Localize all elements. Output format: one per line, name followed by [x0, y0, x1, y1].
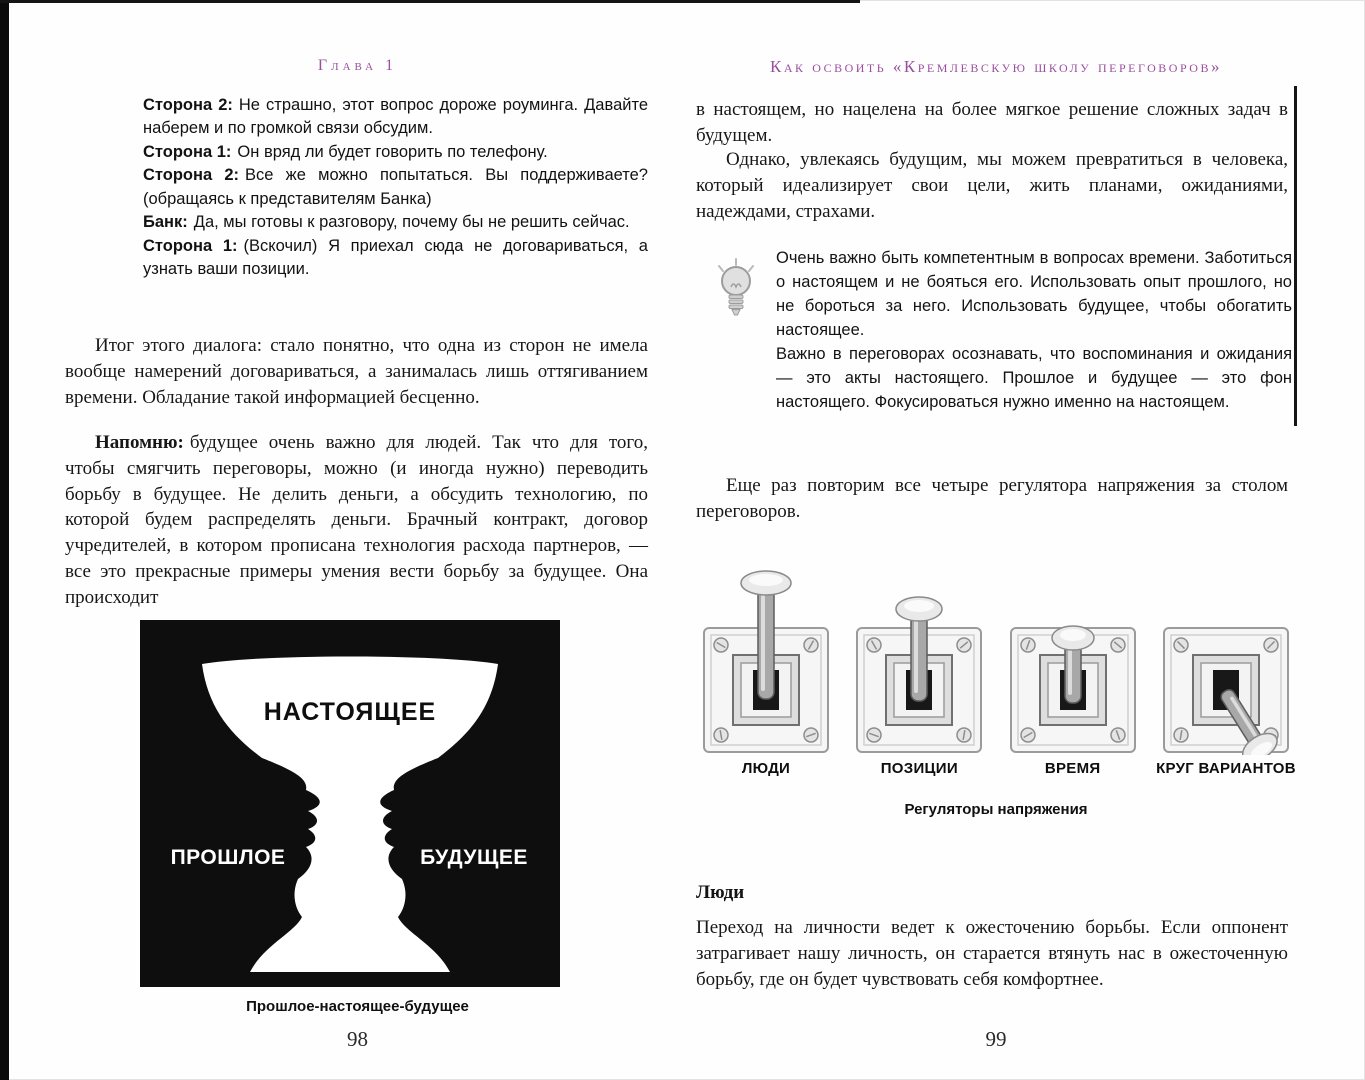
switch-label: ПОЗИЦИИ [880, 760, 958, 777]
vase-figure [140, 620, 560, 987]
body-paragraph: Однако, увлекаясь будущим, мы можем превратиться в человека, который идеализирует свои цели, жить планами, ожиданиями, надеждами, страхами. [696, 149, 1288, 222]
switch-positions [849, 565, 989, 779]
dialog-line [143, 164, 648, 211]
figure-label-past: ПРОШЛОЕ [170, 846, 286, 869]
tip-text [776, 247, 1292, 414]
switch-time [1003, 565, 1143, 779]
switch-options-illustration [1156, 565, 1296, 755]
switch-options [1156, 565, 1296, 779]
dialog-block [143, 94, 648, 281]
dialog-text: (Вскочил) Я приехал сюда не договариваться, а узнать ваши позиции. [143, 236, 648, 278]
dialog-line [143, 94, 648, 141]
dialog-text: Не страшно, этот вопрос дороже роуминга. Давайте наберем и по громкой связи обсудим. [143, 96, 649, 138]
switch-time-illustration [1003, 565, 1143, 755]
running-head-left: Глава 1 [317, 57, 398, 74]
speaker-label: Сторона 2: [143, 96, 233, 114]
tip-box [696, 247, 1292, 414]
page-number-right: 99 [985, 1027, 1007, 1051]
switch-row [696, 565, 1296, 779]
body-paragraph: Итог этого диалога: стало понятно, что одна из сторон не имела вообще намерений договариваться, а занималась лишь оттягиванием времени. Обладание такой информацией бесценно. [65, 335, 648, 408]
lightbulb-icon [710, 257, 762, 326]
switch-people-illustration [696, 565, 836, 755]
speaker-label: Банк: [143, 213, 188, 232]
speaker-label: Сторона 1: [143, 236, 238, 255]
switches-figure [696, 565, 1296, 818]
figure-label-present: НАСТОЯЩЕЕ [263, 698, 437, 726]
switches-caption: Регуляторы напряжения [904, 800, 1088, 818]
speaker-label: Сторона 1: [143, 142, 232, 161]
switch-people [696, 565, 836, 779]
paragraph-lead: Напомню: [95, 432, 184, 453]
section-heading-people: Люди [696, 882, 745, 903]
page-number-left: 98 [347, 1027, 368, 1051]
switch-positions-illustration [849, 565, 989, 755]
page-left [65, 0, 650, 1080]
tip-paragraph: Важно в переговорах осознавать, что воспоминания и ожидания — это акты настоящего. Прошлое и будущее — это фон настоящего. Фокусироваться нужно именно на настоящем. [776, 344, 1292, 411]
dialog-text: Да, мы готовы к разговору, почему бы не решить сейчас. [193, 213, 630, 232]
scan-edge-left [0, 0, 9, 1080]
tip-paragraph: Очень важно быть компетентным в вопросах времени. Заботиться о настоящем и не бояться его. Использовать опыт прошлого, но не бороться за него. Использовать будущее, чтобы обогатить настоящее. [776, 249, 1292, 339]
switch-label: КРУГ ВАРИАНТОВ [1156, 760, 1296, 777]
body-paragraph: Переход на личности ведет к ожесточению борьбы. Если оппонент затрагивает нашу личность, он старается втянуть нас в ожесточенную борьбу, где он будет чувствовать себя комфортнее. [696, 917, 1288, 990]
paragraph-text: будущее очень важно для людей. Так что для того, чтобы смягчить переговоры, можно (и иногда нужно) переводить борьбу в будущее. Не делить деньги, а обсудить технологию, по которой будем распределять деньги. Брачный контракт, договор учредителей, в котором прописана технология расхода партнеров, — все это прекрасные примеры умения вести борьбу за будущее. Она происходит [65, 432, 648, 608]
dialog-line [143, 141, 648, 164]
dialog-line [143, 235, 648, 282]
figure-label-future: БУДУЩЕЕ [420, 846, 528, 869]
running-head-right: Как освоить «Кремлевскую школу переговоров» [770, 57, 1222, 76]
body-paragraph [65, 430, 648, 611]
switch-label: ВРЕМЯ [1044, 760, 1101, 777]
page-right [690, 0, 1302, 1080]
body-paragraph: в настоящем, но нацелена на более мягкое решение сложных задач в будущем. [696, 99, 1288, 146]
switch-label: ЛЮДИ [741, 760, 791, 777]
dialog-text: Все же можно попытаться. Вы поддерживаете? (обращаясь к представителям Банка) [143, 166, 648, 208]
body-paragraph: Еще раз повторим все четыре регулятора напряжения за столом переговоров. [696, 475, 1288, 522]
dialog-text: Он вряд ли будет говорить по телефону. [237, 142, 548, 161]
rubin-vase-illustration [140, 620, 560, 987]
dialog-line [143, 211, 648, 234]
speaker-label: Сторона 2: [143, 166, 240, 185]
figure-caption: Прошлое-настоящее-будущее [246, 998, 469, 1015]
